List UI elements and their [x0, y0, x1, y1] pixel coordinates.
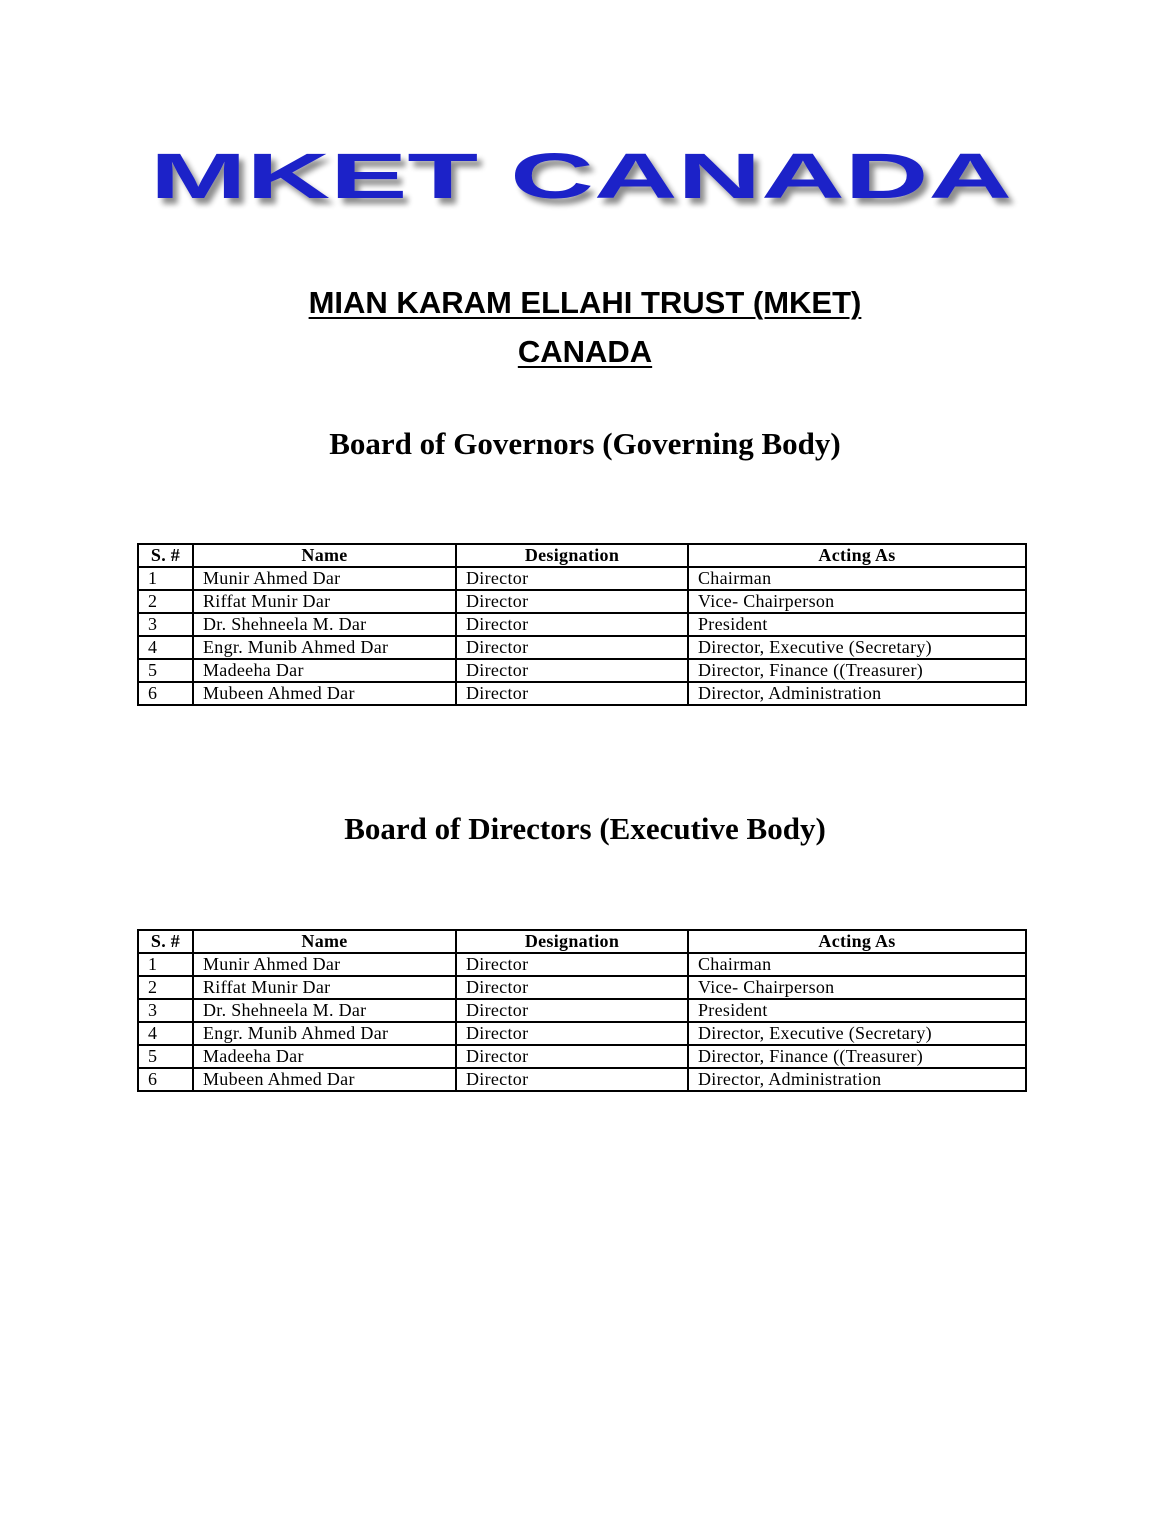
- table-row: [138, 1022, 1026, 1045]
- serial-cell: 2: [138, 976, 193, 999]
- table-header-row: [138, 930, 1026, 953]
- logo-text: MKET CANADA: [150, 150, 1012, 212]
- name-cell: Dr. Shehneela M. Dar: [193, 613, 456, 636]
- name-cell: Engr. Munib Ahmed Dar: [193, 1022, 456, 1045]
- governors-heading: Board of Governors (Governing Body): [329, 426, 841, 461]
- designation-cell: Director: [456, 682, 688, 705]
- designation-cell: Director: [456, 1022, 688, 1045]
- name-cell: Dr. Shehneela M. Dar: [193, 999, 456, 1022]
- serial-cell: 3: [138, 999, 193, 1022]
- name-cell: Munir Ahmed Dar: [193, 567, 456, 590]
- serial-cell: 1: [138, 953, 193, 976]
- designation-cell: Director: [456, 590, 688, 613]
- acting-as-cell: Director, Administration: [688, 682, 1026, 705]
- serial-cell: 3: [138, 613, 193, 636]
- table-row: [138, 659, 1026, 682]
- acting-as-cell: Director, Finance ((Treasurer): [688, 1045, 1026, 1068]
- acting-as-cell: Director, Administration: [688, 1068, 1026, 1091]
- table-row: [138, 636, 1026, 659]
- acting-as-cell: President: [688, 613, 1026, 636]
- serial-cell: 6: [138, 682, 193, 705]
- column-header-name: Name: [193, 544, 456, 567]
- table-row: [138, 999, 1026, 1022]
- table-row: [138, 682, 1026, 705]
- serial-cell: 1: [138, 567, 193, 590]
- name-cell: Riffat Munir Dar: [193, 590, 456, 613]
- table-row: [138, 1068, 1026, 1091]
- table-row: [138, 613, 1026, 636]
- serial-cell: 6: [138, 1068, 193, 1091]
- serial-cell: 5: [138, 659, 193, 682]
- name-cell: Riffat Munir Dar: [193, 976, 456, 999]
- column-header-serial: S. #: [138, 544, 193, 567]
- governors-table: [137, 543, 1027, 706]
- table-header-row: [138, 544, 1026, 567]
- designation-cell: Director: [456, 659, 688, 682]
- name-cell: Mubeen Ahmed Dar: [193, 682, 456, 705]
- organization-subtitle: CANADA: [517, 334, 653, 369]
- column-header-acting-as: Acting As: [688, 930, 1026, 953]
- organization-title: MIAN KARAM ELLAHI TRUST (MKET): [308, 285, 862, 320]
- serial-cell: 5: [138, 1045, 193, 1068]
- acting-as-cell: Vice- Chairperson: [688, 976, 1026, 999]
- acting-as-cell: Director, Executive (Secretary): [688, 1022, 1026, 1045]
- column-header-name: Name: [193, 930, 456, 953]
- table-row: [138, 590, 1026, 613]
- designation-cell: Director: [456, 999, 688, 1022]
- name-cell: Munir Ahmed Dar: [193, 953, 456, 976]
- designation-cell: Director: [456, 953, 688, 976]
- acting-as-cell: Chairman: [688, 953, 1026, 976]
- designation-cell: Director: [456, 1045, 688, 1068]
- name-cell: Engr. Munib Ahmed Dar: [193, 636, 456, 659]
- serial-cell: 2: [138, 590, 193, 613]
- acting-as-cell: Vice- Chairperson: [688, 590, 1026, 613]
- table-row: [138, 1045, 1026, 1068]
- serial-cell: 4: [138, 636, 193, 659]
- name-cell: Mubeen Ahmed Dar: [193, 1068, 456, 1091]
- designation-cell: Director: [456, 636, 688, 659]
- acting-as-cell: President: [688, 999, 1026, 1022]
- directors-heading: Board of Directors (Executive Body): [344, 811, 826, 846]
- name-cell: Madeeha Dar: [193, 659, 456, 682]
- designation-cell: Director: [456, 976, 688, 999]
- designation-cell: Director: [456, 1068, 688, 1091]
- column-header-serial: S. #: [138, 930, 193, 953]
- column-header-acting-as: Acting As: [688, 544, 1026, 567]
- name-cell: Madeeha Dar: [193, 1045, 456, 1068]
- column-header-designation: Designation: [456, 544, 688, 567]
- column-header-designation: Designation: [456, 930, 688, 953]
- acting-as-cell: Director, Executive (Secretary): [688, 636, 1026, 659]
- table-row: [138, 953, 1026, 976]
- table-row: [138, 976, 1026, 999]
- acting-as-cell: Chairman: [688, 567, 1026, 590]
- acting-as-cell: Director, Finance ((Treasurer): [688, 659, 1026, 682]
- mket-canada-logo: [150, 150, 1030, 220]
- directors-table: [137, 929, 1027, 1092]
- designation-cell: Director: [456, 613, 688, 636]
- serial-cell: 4: [138, 1022, 193, 1045]
- table-row: [138, 567, 1026, 590]
- designation-cell: Director: [456, 567, 688, 590]
